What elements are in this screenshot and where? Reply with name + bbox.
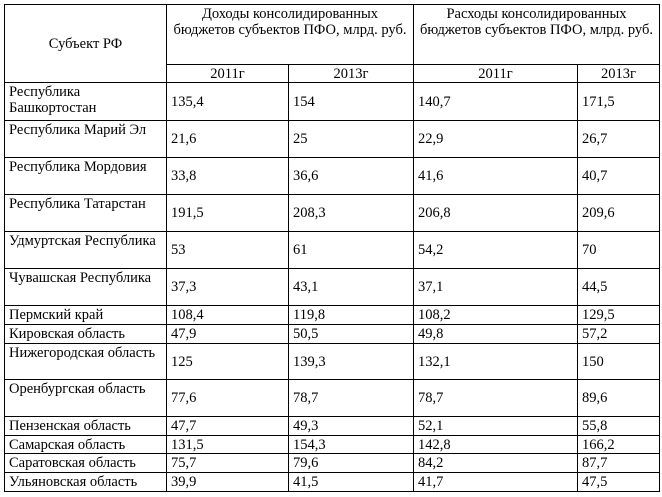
subject-cell: Республика Башкортостан — [5, 83, 167, 121]
subject-cell: Пензенская область — [5, 417, 167, 436]
subject-cell: Удмуртская Республика — [5, 232, 167, 269]
subject-cell: Пермский край — [5, 306, 167, 325]
year-header: 2013г — [289, 65, 414, 83]
table-row — [5, 473, 660, 492]
subject-cell: Республика Татарстан — [5, 195, 167, 232]
value-cell: 206,8 — [414, 195, 578, 232]
table-row — [5, 306, 660, 325]
value-cell: 21,6 — [167, 121, 289, 158]
subject-cell: Саратовская область — [5, 454, 167, 473]
value-cell: 78,7 — [289, 380, 414, 417]
value-cell: 208,3 — [289, 195, 414, 232]
value-cell: 53 — [167, 232, 289, 269]
value-cell: 47,5 — [578, 473, 660, 492]
value-cell: 108,4 — [167, 306, 289, 325]
value-cell: 77,6 — [167, 380, 289, 417]
value-cell: 154,3 — [289, 436, 414, 454]
value-cell: 57,2 — [578, 325, 660, 344]
table-body — [5, 83, 660, 492]
value-cell: 49,8 — [414, 325, 578, 344]
table-row — [5, 380, 660, 417]
table-row — [5, 344, 660, 380]
value-cell: 87,7 — [578, 454, 660, 473]
value-cell: 209,6 — [578, 195, 660, 232]
year-header: 2011г — [167, 65, 289, 83]
value-cell: 54,2 — [414, 232, 578, 269]
value-cell: 150 — [578, 344, 660, 380]
table-row — [5, 325, 660, 344]
subject-cell: Ульяновская область — [5, 473, 167, 492]
value-cell: 37,3 — [167, 269, 289, 306]
table-row — [5, 195, 660, 232]
value-cell: 39,9 — [167, 473, 289, 492]
value-cell: 61 — [289, 232, 414, 269]
value-cell: 89,6 — [578, 380, 660, 417]
table-row — [5, 417, 660, 436]
value-cell: 125 — [167, 344, 289, 380]
year-header: 2011г — [414, 65, 578, 83]
value-cell: 135,4 — [167, 83, 289, 121]
year-header: 2013г — [578, 65, 660, 83]
value-cell: 41,7 — [414, 473, 578, 492]
table-row — [5, 121, 660, 158]
subject-cell: Самарская область — [5, 436, 167, 454]
value-cell: 84,2 — [414, 454, 578, 473]
value-cell: 22,9 — [414, 121, 578, 158]
value-cell: 139,3 — [289, 344, 414, 380]
table-row — [5, 158, 660, 195]
value-cell: 44,5 — [578, 269, 660, 306]
value-cell: 41,6 — [414, 158, 578, 195]
value-cell: 119,8 — [289, 306, 414, 325]
value-cell: 166,2 — [578, 436, 660, 454]
value-cell: 75,7 — [167, 454, 289, 473]
subject-cell: Нижегородская область — [5, 344, 167, 380]
value-cell: 41,5 — [289, 473, 414, 492]
table-row — [5, 436, 660, 454]
value-cell: 33,8 — [167, 158, 289, 195]
value-cell: 36,6 — [289, 158, 414, 195]
subject-cell: Республика Мордовия — [5, 158, 167, 195]
value-cell: 49,3 — [289, 417, 414, 436]
table-row — [5, 232, 660, 269]
value-cell: 191,5 — [167, 195, 289, 232]
table-row — [5, 454, 660, 473]
subject-cell: Чувашская Республика — [5, 269, 167, 306]
expense-column-header: Расходы консолидированных бюджетов субъектов ПФО, млрд. руб. — [414, 5, 660, 65]
value-cell: 140,7 — [414, 83, 578, 121]
value-cell: 47,9 — [167, 325, 289, 344]
value-cell: 70 — [578, 232, 660, 269]
table-row — [5, 269, 660, 306]
subject-cell: Республика Марий Эл — [5, 121, 167, 158]
subject-cell: Оренбургская область — [5, 380, 167, 417]
value-cell: 132,1 — [414, 344, 578, 380]
value-cell: 26,7 — [578, 121, 660, 158]
header-row — [5, 5, 660, 65]
value-cell: 154 — [289, 83, 414, 121]
value-cell: 131,5 — [167, 436, 289, 454]
value-cell: 129,5 — [578, 306, 660, 325]
subject-column-header: Субъект РФ — [5, 5, 167, 83]
value-cell: 52,1 — [414, 417, 578, 436]
value-cell: 108,2 — [414, 306, 578, 325]
value-cell: 78,7 — [414, 380, 578, 417]
value-cell: 25 — [289, 121, 414, 158]
value-cell: 50,5 — [289, 325, 414, 344]
subject-cell: Кировская область — [5, 325, 167, 344]
budget-table — [4, 4, 660, 492]
value-cell: 37,1 — [414, 269, 578, 306]
value-cell: 47,7 — [167, 417, 289, 436]
table-row — [5, 83, 660, 121]
value-cell: 40,7 — [578, 158, 660, 195]
value-cell: 43,1 — [289, 269, 414, 306]
income-column-header: Доходы консолидированных бюджетов субъектов ПФО, млрд. руб. — [167, 5, 414, 65]
value-cell: 171,5 — [578, 83, 660, 121]
value-cell: 55,8 — [578, 417, 660, 436]
value-cell: 142,8 — [414, 436, 578, 454]
value-cell: 79,6 — [289, 454, 414, 473]
